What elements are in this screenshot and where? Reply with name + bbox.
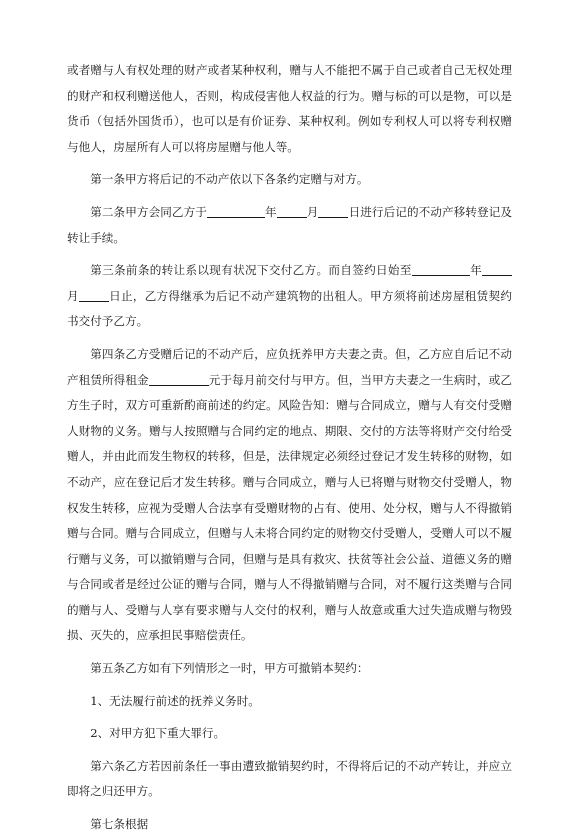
blank-year-field[interactable] bbox=[412, 263, 470, 276]
article-2-text-c: 月 bbox=[306, 204, 319, 219]
article-2-text-a: 第二条甲方会同乙方于 bbox=[90, 204, 207, 219]
paragraph-article-7: 第七条根据 bbox=[90, 817, 149, 832]
paragraph-item-1: 1、无法履行前述的抚养义务时。 bbox=[90, 693, 260, 708]
blank-month-field[interactable] bbox=[277, 205, 307, 218]
blank-day-field[interactable] bbox=[318, 205, 348, 218]
paragraph-article-5: 第五条乙方如有下列情形之一时，甲方可撤销本契约： bbox=[90, 661, 369, 676]
blank-day-field[interactable] bbox=[79, 289, 109, 302]
blank-month-field[interactable] bbox=[482, 263, 512, 276]
article-3-text-d: 日止，乙方得继承为后记不动产建筑物的出租人。甲方须将前述房屋租赁契约书交付予乙方。 bbox=[67, 288, 512, 329]
blank-rent-amount-field[interactable] bbox=[149, 373, 209, 386]
paragraph-article-4 bbox=[67, 342, 512, 649]
document-body bbox=[67, 58, 512, 838]
blank-year-field[interactable] bbox=[207, 205, 265, 218]
paragraph-article-3 bbox=[67, 258, 512, 335]
article-2-text-d: 日进行后记的不动产移转登记及转让手续。 bbox=[67, 204, 512, 245]
paragraph-article-2 bbox=[67, 200, 512, 251]
article-2-text-b: 年 bbox=[264, 204, 277, 219]
article-3-text-a: 第三条前条的转让系以现有状况下交付乙方。而自签约日始至 bbox=[90, 263, 412, 278]
paragraph-article-1: 第一条甲方将后记的不动产依以下各条约定赠与对方。 bbox=[90, 172, 369, 187]
article-3-text-c: 月 bbox=[67, 288, 79, 303]
article-4-text-a: 第四条乙方受赠后记的不动产后，应负抚养甲方夫妻之责。但，乙方应自后记不动产租赁所得租金 bbox=[67, 346, 512, 387]
paragraph-item-2: 2、对甲方犯下重大罪行。 bbox=[90, 726, 226, 741]
paragraph-intro: 或者赠与人有权处理的财产或者某种权利，赠与人不能把不属于自己或者自己无权处理的财产和权利赠送他人，否则，构成侵害他人权益的行为。赠与标的可以是物，可以是货币（包括外国货币），也可以是有价证券、某种权利。例如专利权人可以将专利权赠与他人，房屋所有人可以将房屋赠与他人等。 bbox=[67, 63, 512, 154]
article-3-text-b: 年 bbox=[469, 263, 482, 278]
article-4-text-b: 元于每月前交付与甲方。但，当甲方夫妻之一生病时，或乙方生子时，双方可重新酌商前述的约定。风险告知：赠与合同成立，赠与人有交付受赠人财物的义务。赠与人按照赠与合同约定的地点、期限、交付的方法等将财产交付给受赠人，并由此而发生物权的转移，但是，法律规定必须经过登记才发生转移的财物，如不动产，应在登记后才发生转移。赠与合同成立，赠与人已将赠与财物交付受赠人，物权发生转移，应视为受赠人合法享有受赠财物的占有、使用、处分权，赠与人不得撤销赠与合同。赠与合同成立，但赠与人未将合同约定的财物交付受赠人，受赠人可以不履行赠与义务，可以撤销赠与合同，但赠与是具有救灾、扶贫等社会公益、道德义务的赠与合同或者是经过公证的赠与合同，赠与人不得撤销赠与合同，对不履行这类赠与合同的赠与人、受赠与人享有要求赠与人交付的权利，赠与人故意或重大过失造成赠与物毁损、灭失的，应承担民事赔偿责任。 bbox=[67, 372, 512, 643]
paragraph-article-6: 第六条乙方若因前条任一事由遭致撤销契约时，不得将后记的不动产转让，并应立即将之归还甲方。 bbox=[67, 758, 512, 799]
